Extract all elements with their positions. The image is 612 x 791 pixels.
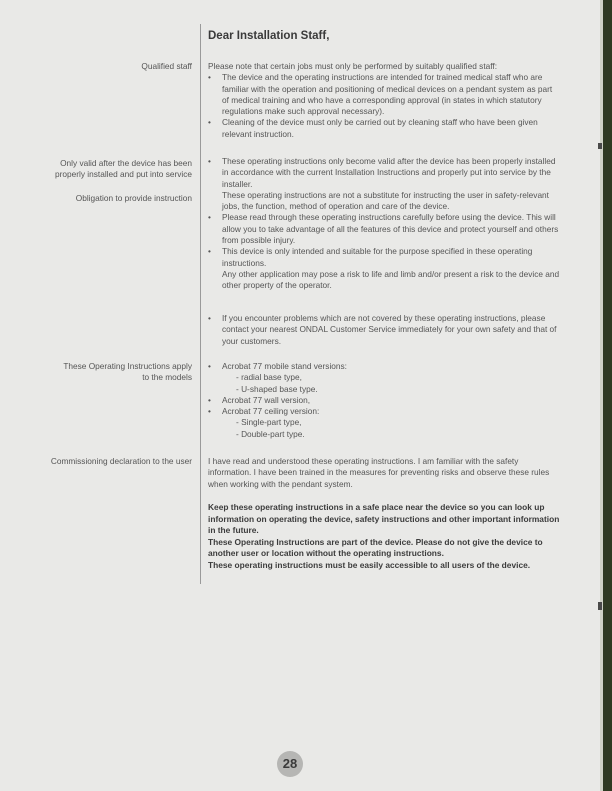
qualified-staff-section — [208, 61, 560, 140]
models-section — [208, 361, 560, 440]
page-edge-bar — [603, 0, 612, 791]
scan-mark — [598, 143, 602, 149]
page-title: Dear Installation Staff, — [208, 30, 330, 42]
keep-safe-notice — [208, 502, 560, 572]
model-sub-item: - U-shaped base type. — [236, 383, 318, 394]
model-mobile: • Acrobat 77 mobile stand versions: — [222, 361, 347, 371]
side-label-only-valid: Only valid after the device has been properly installed and put into service — [55, 158, 192, 180]
support-section — [208, 313, 560, 347]
model-sub-item: - Single-part type, — [236, 417, 302, 428]
list-item: • Acrobat 77 wall version, — [208, 395, 560, 406]
list-item — [208, 361, 560, 395]
bold-notice-2: These Operating Instructions are part of the device. Please do not give the device to another user or location without the operating instructions. — [208, 536, 543, 559]
support-list — [208, 313, 560, 347]
side-label-qualified: Qualified staff — [141, 61, 192, 71]
page-number-badge: 28 — [277, 751, 303, 777]
model-ceiling: • Acrobat 77 ceiling version: — [222, 406, 320, 417]
validity-text: • These operating instructions only become valid after the device has been properly installed in accordance with the current Installation Instructions and properly put into service by the installer. — [222, 156, 556, 189]
list-item: • The device and the operating instructions are intended for trained medical staff who are familiar with the operation and positioning of medical devices on a pendant system as part of medical training and who have a corresponding approval (in states in which statutory regulations make such approval necessary). — [208, 72, 560, 117]
list-item: • Please read through these operating instructions carefully before using the device. This will allow you to take advantage of all the features of this device and protect yourself and others from possible injury. — [208, 212, 560, 246]
qualified-intro: Please note that certain jobs must only be performed by suitably qualified staff: — [208, 61, 498, 71]
models-list — [208, 361, 560, 440]
instruction-text: These operating instructions are not a substitute for instructing the user in safety-relevant jobs, the function, method of operation and care of the device. — [222, 189, 549, 212]
side-label-obligation: Obligation to provide instruction — [75, 193, 192, 203]
list-item — [208, 406, 560, 440]
declaration-section — [208, 456, 560, 490]
list-item — [208, 246, 560, 291]
bold-notice-3: These operating instructions must be easily accessible to all users of the device. — [208, 559, 531, 570]
list-item — [208, 156, 560, 212]
model-sub-item: - radial base type, — [236, 372, 302, 383]
bold-notice-1: Keep these operating instructions in a safe place near the device so you can look up information on operating the device, safety instructions and other important information in the future. — [208, 502, 560, 536]
scan-mark — [598, 602, 602, 610]
list-item: • Cleaning of the device must only be carried out by cleaning staff who have been given relevant instruction. — [208, 117, 560, 140]
column-divider — [200, 24, 201, 584]
side-label-apply: These Operating Instructions apply to the models — [63, 361, 192, 383]
risk-text: Any other application may pose a risk to life and limb and/or present a risk to the device and other property of the operator. — [222, 268, 560, 291]
validity-list — [208, 156, 560, 292]
purpose-text: • This device is only intended and suitable for the purpose specified in these operating instructions. — [222, 246, 533, 268]
model-sub-item: - Double-part type. — [236, 428, 305, 439]
declaration-text: I have read and understood these operating instructions. I am familiar with the safety information. I have been trained in the measures for preventing risks and observe these rules when working with the pendant system. — [208, 456, 550, 489]
side-label-commissioning: Commissioning declaration to the user — [50, 456, 192, 466]
validity-section — [208, 156, 560, 292]
list-item: • If you encounter problems which are not covered by these operating instructions, please contact your nearest ONDAL Customer Service immediately for your own safety and that of your customers. — [208, 313, 560, 347]
qualified-list — [208, 72, 560, 140]
